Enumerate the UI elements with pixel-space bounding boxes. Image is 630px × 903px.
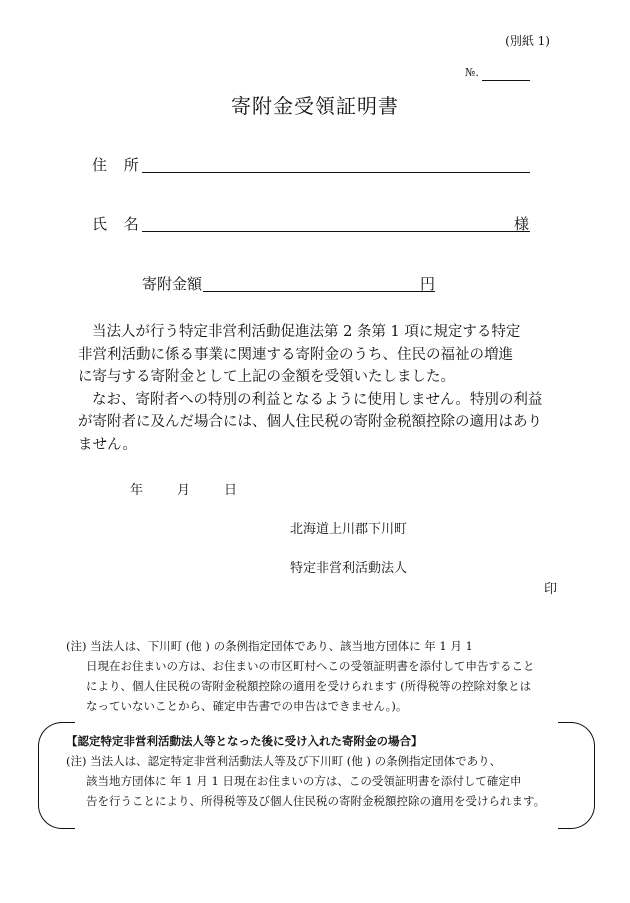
name-label: 氏 名 — [92, 215, 145, 233]
issuer-address: 北海道上川郡下川町 — [290, 522, 408, 537]
note-certified — [66, 731, 586, 811]
issue-date — [130, 479, 271, 498]
note-line: 告を行うことにより、所得税等及び個人住民税の寄附金税額控除の適用を受けられます。 — [86, 794, 546, 808]
note-line: 該当地方団体に 年 1 月 1 日現在お住まいの方は、この受領証明書を添付して確定申 — [86, 774, 522, 788]
document-title: 寄附金受領証明書 — [231, 94, 399, 118]
name-suffix: 様 — [514, 215, 530, 233]
date-year: 年 — [130, 483, 144, 498]
amount-label: 寄附金額 — [142, 275, 203, 293]
body-line: 非営利活動に係る事業に関連する寄附金のうち、住民の福祉の増進 — [78, 346, 513, 363]
amount-suffix: 円 — [420, 275, 436, 293]
number-label: №. — [465, 66, 479, 79]
body-line: に寄与する寄附金として上記の金額を受領いたしました。 — [78, 369, 455, 385]
amount-line — [203, 291, 435, 292]
body-line: が寄附者に及んだ場合には、個人住民税の寄附金税額控除の適用はあり — [78, 414, 542, 430]
issuer-org-type: 特定非営利活動法人 — [290, 561, 408, 576]
seal-mark: 印 — [544, 582, 558, 597]
date-day: 日 — [224, 483, 238, 498]
certification-body — [78, 321, 578, 456]
number-underline — [482, 80, 530, 81]
note-line: なっていないことから、確定申告書での申告はできません。)。 — [86, 699, 408, 713]
annex-label: (別紙 1) — [505, 34, 550, 48]
body-line: なお、寄附者への特別の利益となるように使用しません。特別の利益 — [92, 391, 543, 408]
note-line: (注) 当法人は、下川町 (他 ) の条例指定団体であり、該当地方団体に 年 1 月 1 — [66, 639, 473, 653]
date-month: 月 — [177, 483, 191, 498]
note-ordinance — [66, 636, 586, 716]
note-line: 日現在お住まいの方は、お住まいの市区町村へこの受領証明書を添付して申告すること — [86, 659, 535, 673]
note-line: により、個人住民税の寄附金税額控除の適用を受けられます (所得税等の控除対象とは — [86, 679, 532, 693]
body-line: 当法人が行う特定非営利活動促進法第 2 条第 1 項に規定する特定 — [92, 324, 521, 340]
address-line — [142, 172, 530, 173]
body-line: ません。 — [78, 436, 137, 453]
name-line — [142, 231, 530, 232]
address-label: 住 所 — [92, 156, 145, 174]
note-heading: 【認定特定非営利活動法人等となった後に受け入れた寄附金の場合】 — [66, 734, 423, 748]
note-line: (注) 当法人は、認定特定非営利活動法人等及び下川町 (他 ) の条例指定団体であり、 — [66, 754, 502, 768]
